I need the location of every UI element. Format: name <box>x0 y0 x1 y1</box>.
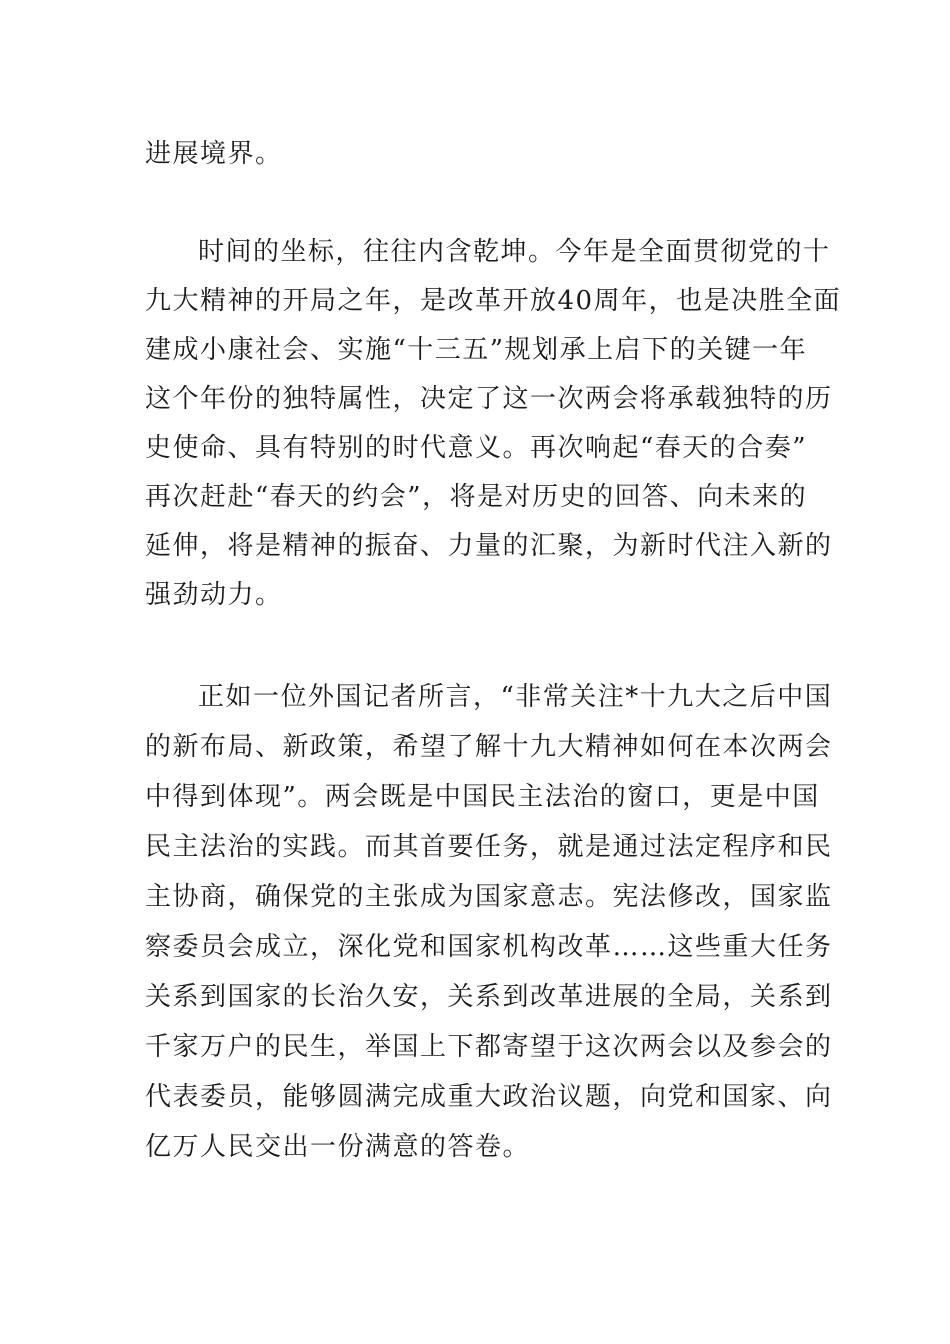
paragraph-line: 中得到体现”。两会既是中国民主法治的窗口，更是中国 <box>145 782 820 812</box>
paragraph-line: 建成小康社会、实施“十三五”规划承上启下的关键一年 <box>145 335 808 365</box>
paragraph-line: 进展境界。 <box>145 139 283 169</box>
paragraph-line: 千家万户的民生，举国上下都寄望于这次两会以及参会的 <box>145 1032 833 1062</box>
paragraph-line: 正如一位外国记者所言，“非常关注*十九大之后中国 <box>198 682 833 712</box>
paragraph-line: 民主法治的实践。而其首要任务，就是通过法定程序和民 <box>145 832 833 862</box>
paragraph-line: 延伸，将是精神的振奋、力量的汇聚，为新时代注入新的 <box>145 531 833 561</box>
paragraph-line: 主协商，确保党的主张成为国家意志。宪法修改，国家监 <box>145 882 833 912</box>
paragraph-line: 察委员会成立，深化党和国家机构改革……这些重大任务 <box>145 932 833 962</box>
paragraph-line: 史使命、具有特别的时代意义。再次响起“春天的合奏” <box>145 433 808 463</box>
paragraph-line: 亿万人民交出一份满意的答卷。 <box>145 1132 531 1162</box>
paragraph-line: 的新布局、新政策，希望了解十九大精神如何在本次两会 <box>145 732 833 762</box>
paragraph-line: 代表委员，能够圆满完成重大政治议题，向党和国家、向 <box>145 1082 833 1112</box>
paragraph-line: 九大精神的开局之年，是改革开放40周年，也是决胜全面 <box>145 286 842 316</box>
paragraph-line: 这个年份的独特属性，决定了这一次两会将承载独特的历 <box>145 384 833 414</box>
paragraph-line: 关系到国家的长治久安，关系到改革进展的全局，关系到 <box>145 982 833 1012</box>
paragraph-line: 强劲动力。 <box>145 580 283 610</box>
paragraph-line: 时间的坐标，往往内含乾坤。今年是全面贯彻党的十 <box>198 237 831 267</box>
paragraph-line: 再次赶赴“春天的约会”，将是对历史的回答、向未来的 <box>145 482 808 512</box>
